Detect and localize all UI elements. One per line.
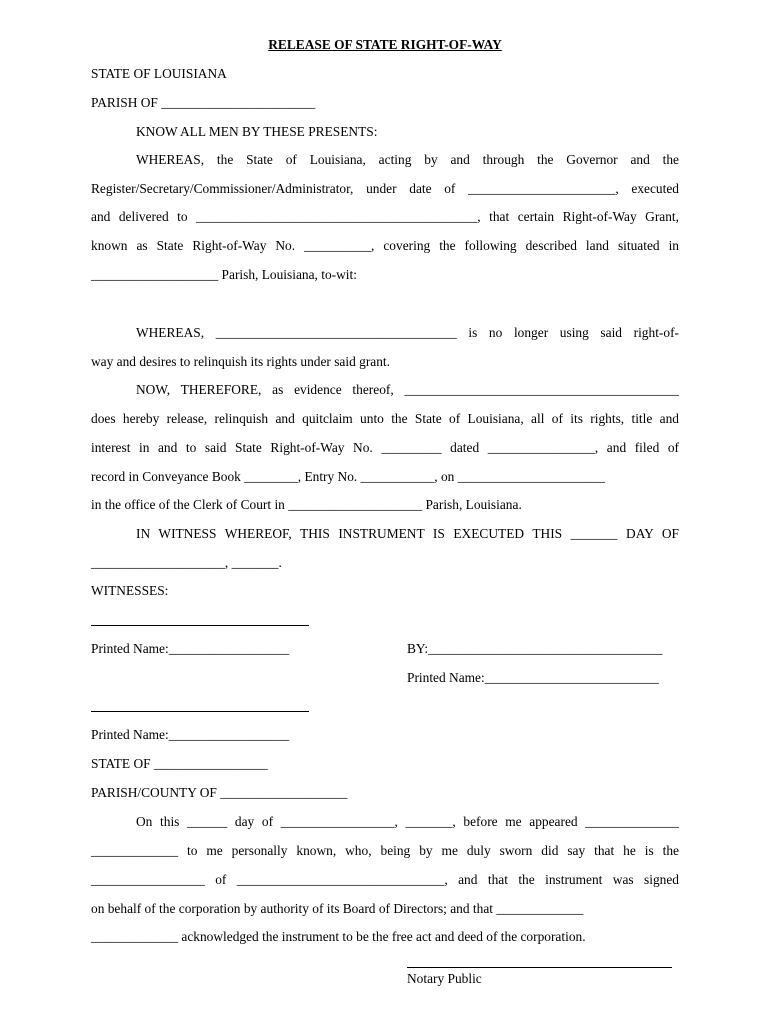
witness-2-signature-line bbox=[91, 711, 309, 712]
witnesses-heading: WITNESSES: bbox=[91, 583, 169, 598]
acknowledgment-line-4: on behalf of the corporation by authority of its Board of Directors; and that _____________ bbox=[91, 901, 584, 916]
acknowledgment-line-5: _____________ acknowledged the instrument to be the free act and deed of the corporation. bbox=[91, 929, 586, 944]
acknowledgment-line-1: On this ______ day of _________________, _______, before me appeared ______________ bbox=[136, 814, 679, 829]
acknowledgment-line-3: _________________ of _______________________________, and that the instrument was signed bbox=[91, 872, 679, 887]
signer-printed-name: Printed Name:__________________________ bbox=[407, 670, 659, 685]
now-therefore-line-3: interest in and to said State Right-of-Way No. _________ dated ________________, and filed of bbox=[91, 440, 679, 455]
acknowledgment-line-2: _____________ to me personally known, who, being by me duly sworn did say that he is the bbox=[91, 843, 679, 858]
notary-parish-county-line: PARISH/COUNTY OF ___________________ bbox=[91, 785, 348, 800]
whereas-paragraph-line-3: and delivered to __________________________________________, that certain Right-of-Way Grant, bbox=[91, 209, 679, 224]
witness-1-printed-name: Printed Name:__________________ bbox=[91, 641, 290, 656]
state-line: STATE OF LOUISIANA bbox=[91, 66, 227, 81]
whereas-paragraph-line-4: known as State Right-of-Way No. __________, covering the following described land situated in bbox=[91, 238, 679, 253]
know-all-men-line: KNOW ALL MEN BY THESE PRESENTS: bbox=[136, 124, 378, 139]
whereas-paragraph-line-1: WHEREAS, the State of Louisiana, acting by and through the Governor and the bbox=[136, 152, 679, 167]
notary-public-label: Notary Public bbox=[407, 971, 482, 986]
now-therefore-line-2: does hereby release, relinquish and quitclaim unto the State of Louisiana, all of its rights, title and bbox=[91, 411, 679, 426]
second-whereas-line-1: WHEREAS, ____________________________________ is no longer using said right-of- bbox=[136, 325, 679, 340]
in-witness-line-2: ____________________, _______. bbox=[91, 555, 282, 570]
witness-1-signature-line bbox=[91, 625, 309, 626]
now-therefore-line-4: record in Conveyance Book ________, Entry No. ___________, on ______________________ bbox=[91, 469, 605, 484]
notary-signature-line bbox=[407, 967, 672, 968]
now-therefore-line-5: in the office of the Clerk of Court in ____________________ Parish, Louisiana. bbox=[91, 497, 522, 512]
parish-line: PARISH OF _______________________ bbox=[91, 95, 316, 110]
by-signature-line: BY:___________________________________ bbox=[407, 641, 663, 656]
now-therefore-line-1: NOW, THEREFORE, as evidence thereof, _________________________________________ bbox=[136, 382, 679, 397]
whereas-paragraph-line-2: Register/Secretary/Commissioner/Administrator, under date of ______________________, executed bbox=[91, 181, 679, 196]
document-title: RELEASE OF STATE RIGHT-OF-WAY bbox=[268, 37, 502, 52]
second-whereas-line-2: way and desires to relinquish its rights under said grant. bbox=[91, 354, 391, 369]
notary-state-line: STATE OF _________________ bbox=[91, 756, 268, 771]
whereas-paragraph-line-5: ___________________ Parish, Louisiana, to-wit: bbox=[91, 267, 357, 282]
witness-2-printed-name: Printed Name:__________________ bbox=[91, 727, 290, 742]
in-witness-line-1: IN WITNESS WHEREOF, THIS INSTRUMENT IS EXECUTED THIS _______ DAY OF bbox=[136, 526, 679, 541]
